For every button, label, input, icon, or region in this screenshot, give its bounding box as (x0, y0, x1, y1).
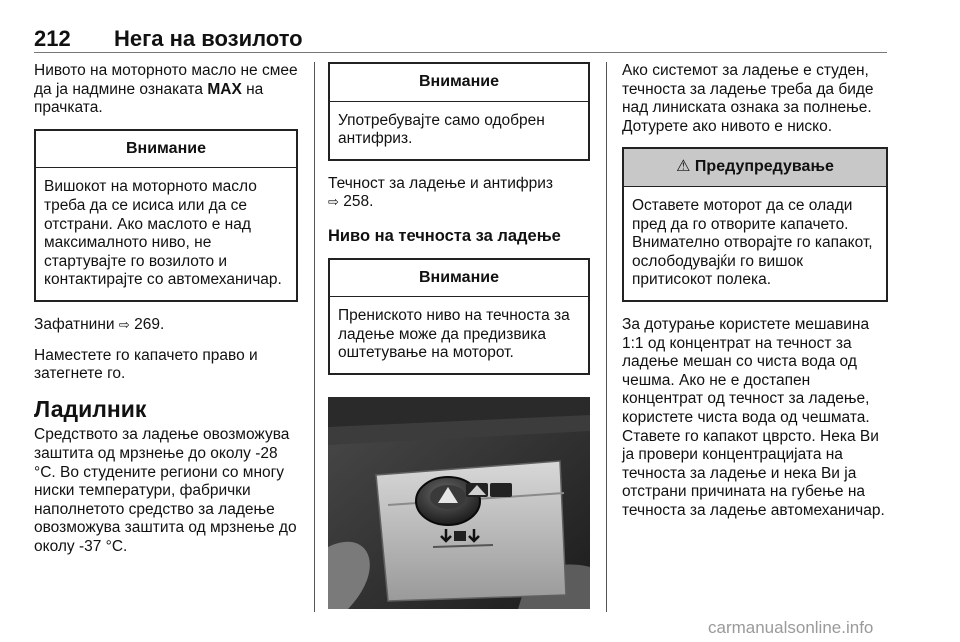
close-cap-text: Наместете го капачето право и затегнете го. (34, 346, 258, 383)
left-column (34, 62, 298, 567)
column-divider (606, 62, 607, 612)
coolant-protection-text: Средството за ладење овозможува заштита од мрзнење до околу -28 °C. Во студените региони со многу ниски температури, фабрички наполнетото средство за ладење овозможува заштита од мрзнење до околу -37 °C. (34, 426, 297, 555)
caution-title: Внимание (330, 64, 588, 102)
caution-box (328, 258, 590, 375)
caution-title: Внимание (36, 131, 296, 169)
column-divider (314, 62, 315, 612)
warning-text: Оставете моторот да се олади пред да го отворите капачето. Внимателно отворајте го капакот, ослободувајќи го вишок притисокот полека. (632, 196, 873, 289)
coolant-heading: Ладилник (34, 395, 147, 422)
warning-title-bar: ⚠ Предупредување (624, 149, 886, 187)
oil-level-text: Нивото на моторното масло не смее да ја надмине ознаката MAX на прачката. (34, 62, 298, 117)
coolant-reservoir-photo (328, 397, 590, 609)
caution-box (328, 62, 590, 161)
caution-text: Прениското ниво на течноста за ладење може да предизвика оштетување на моторот. (338, 307, 570, 362)
page-reference-arrow-icon: ⇨ (118, 317, 130, 333)
caution-text: Вишокот на моторното масло треба да се исиса или да се отстрани. Ако маслото е над максималното ниво, не стартувајте го возилото и контактирајте со автомеханичар. (44, 178, 282, 289)
caution-text: Употребувајте само одобрен антифриз. (338, 111, 545, 148)
top-up-text: За дотурање користете мешавина 1:1 од концентрат на течност за ладење мешан со чиста вода од чешма. Ако не е достапен концентрат од течност за ладење, користете чиста вода од чешмата. Ставете го капакот цврсто. Нека Ви ја провери концентрацијата на течноста за ладење и нека Ви ја отстрани причината на губење на течноста за ладење автомеханичар. (622, 315, 885, 519)
coolant-level-heading: Ниво на течноста за ладење (328, 226, 561, 245)
capacities-reference: Зафатнини ⇨ 269. (34, 315, 165, 333)
max-mark: MAX (207, 80, 242, 98)
page-header (34, 22, 887, 53)
antifreeze-reference: Течност за ладење и антифриз ⇨ 258. (328, 174, 554, 211)
warning-triangle-icon: ⚠ (676, 158, 691, 176)
page-reference-arrow-icon: ⇨ (328, 195, 339, 211)
middle-column (328, 62, 590, 615)
page-title: Нега на возилото (114, 26, 303, 51)
right-column (622, 62, 888, 531)
page-number: 212 (34, 26, 71, 51)
watermark: carmanualsonline.info (708, 618, 874, 637)
caution-box (34, 129, 298, 302)
warning-box (622, 147, 888, 302)
caution-title: Внимание (330, 260, 588, 298)
cold-system-text: Ако системот за ладење е студен, течноста за ладење треба да биде над линиската ознака за полнење. Дотурете ако нивото е ниско. (622, 62, 874, 135)
